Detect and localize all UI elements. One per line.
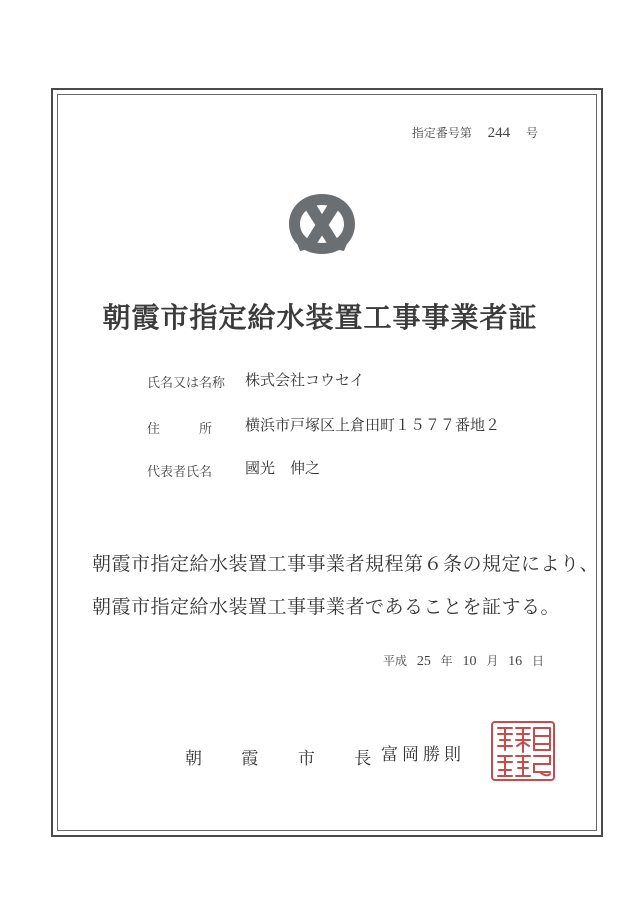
mayor-title-char: 長	[354, 749, 372, 769]
registration-number: 244	[487, 125, 511, 141]
field-value-name: 株式会社コウセイ	[245, 371, 365, 389]
mayor-title	[185, 744, 405, 769]
registration-label: 指定番号第	[411, 126, 472, 140]
registration-number-line	[412, 124, 538, 142]
mayor-name: 富岡勝則	[381, 745, 465, 765]
field-value-address: 横浜市戸塚区上倉田町１５７７番地２	[245, 416, 501, 434]
mayor-title-char: 朝	[185, 749, 202, 769]
certificate-body-line-1: 朝霞市指定給水装置工事事業者規程第６条の規定により、	[92, 553, 600, 575]
registration-suffix: 号	[525, 126, 538, 140]
mayor-title-char: 霞	[241, 749, 259, 769]
field-label-representative: 代表者氏名	[147, 465, 213, 480]
date-month: 10	[462, 654, 477, 669]
certificate-body-line-2: 朝霞市指定給水装置工事事業者であることを証する。	[92, 596, 561, 618]
date-day: 16	[508, 654, 523, 669]
date-era: 平成	[382, 654, 407, 668]
field-label-name: 氏名又は名称	[147, 376, 226, 391]
date-year-unit: 年	[440, 654, 453, 668]
mayor-seal-stamp	[490, 720, 556, 782]
date-year: 25	[416, 654, 431, 669]
field-label-address: 住 所	[147, 422, 213, 437]
date-month-unit: 月	[486, 654, 499, 668]
issue-date	[383, 652, 544, 670]
mayor-title-char: 市	[297, 749, 315, 769]
certificate-title: 朝霞市指定給水装置工事事業者証	[102, 301, 538, 334]
asaka-city-emblem-icon	[288, 193, 356, 255]
field-value-representative: 國光 伸之	[245, 459, 321, 477]
date-day-unit: 日	[531, 654, 544, 668]
